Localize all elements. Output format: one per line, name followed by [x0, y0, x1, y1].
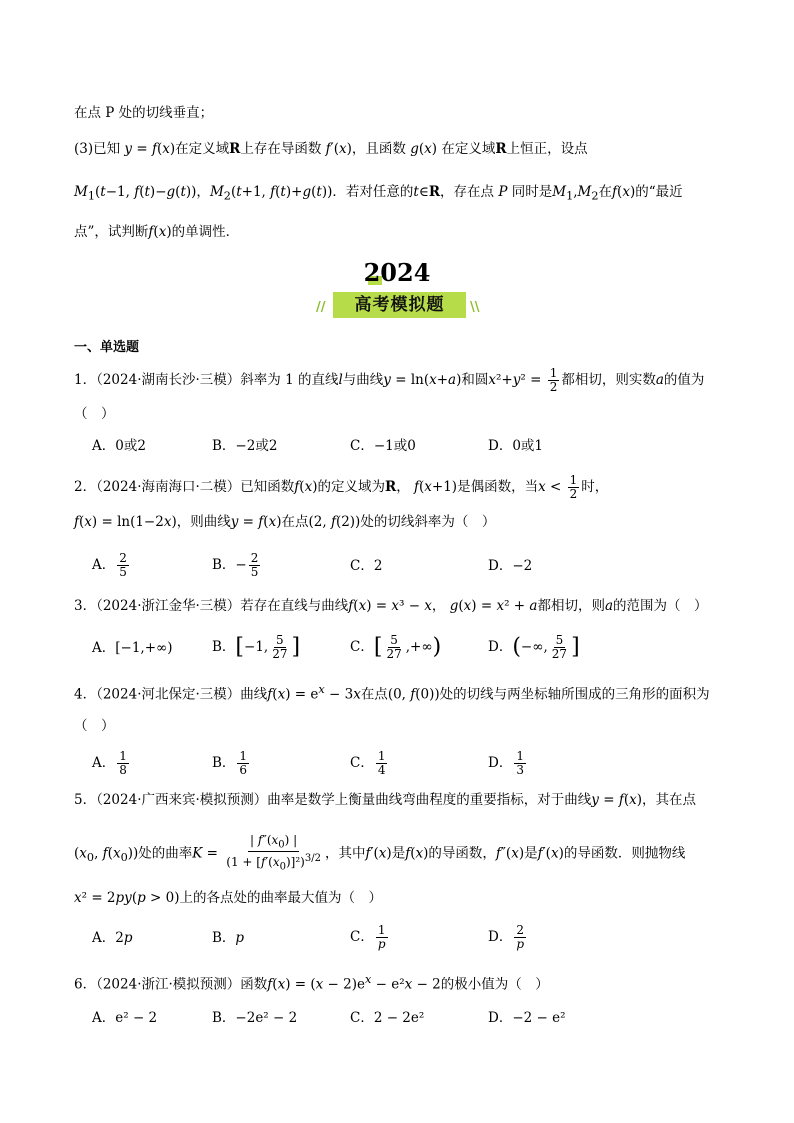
prev-line-1: 在点 P 处的切线垂直； — [74, 105, 214, 121]
q5-line-2: ($x_0$, $f(x_0)$)处的曲率K = $\frac{| f''(x_0) |}{(1 + [f'(x_0)]^2)^{3/2}}$ ，其中f′(x)是f(x)的导函数，f″(x)是f′(x)的导函数．则抛物线 — [74, 833, 686, 873]
q1-option-b[interactable]: B．−2或2 — [212, 438, 278, 454]
q2-line-2: f(x) = ln(1−2x)，则曲线y = f(x)在点(2, f(2))处的切线斜率为（ ） — [74, 514, 496, 530]
q6-option-d[interactable]: D．−2 − e² — [488, 1010, 566, 1026]
prev-line-3: $M_1(t-1$, f(t)−g(t))，$M_2(t+1$, f(t)+g(t))．若对任意的t∈R，存在点 P 同时是$M_1,M_2$在f(x)的“最近 — [74, 184, 683, 203]
q1-option-d[interactable]: D．0或1 — [488, 438, 544, 454]
banner-title: 高考模拟题 — [354, 295, 445, 315]
q1-option-a[interactable]: A．0或2 — [92, 438, 146, 454]
q6-option-b[interactable]: B．−2e² − 2 — [212, 1010, 298, 1026]
q5-option-a[interactable]: A．2p — [92, 930, 133, 946]
q3-option-b[interactable]: B．[−1, $\frac{5}{27}$ ] — [212, 633, 301, 661]
q6-option-a[interactable]: A．e² − 2 — [92, 1010, 158, 1026]
q5-line-3: x² = 2py(p > 0)上的各点处的曲率最大值为（ ） — [74, 890, 382, 906]
banner-right-slashes: \\ — [470, 300, 480, 315]
q6-option-c[interactable]: C．2 − 2e² — [350, 1010, 425, 1026]
q1-stem: 1．（2024·湖南长沙·三模）斜率为 1 的直线l与曲线y = ln(x+a)和圆x²+y² = $\frac{1}{2}$ 都相切，则实数a的值为 — [74, 366, 705, 394]
q3-option-c[interactable]: C．[ $\frac{5}{27}$ ,+∞) — [350, 633, 442, 661]
prev-line-2: (3)已知 y = f(x)在定义域R上存在导函数 f′(x)，且函数 g(x) 在定义域R上恒正，设点 — [74, 141, 588, 157]
section-heading: 一、单选题 — [74, 340, 140, 355]
q4-stem: 4．（2024·河北保定·三模）曲线$f(x) = e^x - 3x$在点(0, f(0))处的切线与两坐标轴所围成的三角形的面积为 — [74, 683, 710, 703]
prev-line-4: 点”，试判断f(x)的单调性． — [74, 224, 240, 240]
q3-option-d[interactable]: D．(−∞, $\frac{5}{27}$ ] — [488, 633, 580, 661]
q5-option-d[interactable]: D． $\frac{2}{p}$ — [488, 923, 525, 951]
q5-stem: 5．（2024·广西来宾·模拟预测）曲率是数学上衡量曲线弯曲程度的重要指标，对于曲线y = f(x)，其在点 — [74, 792, 697, 808]
q4-paren: （ ） — [74, 718, 115, 734]
q2-option-a[interactable]: A． $\frac{2}{5}$ — [92, 551, 127, 579]
q5-option-b[interactable]: B．p — [212, 930, 245, 946]
q6-stem: 6．（2024·浙江·模拟预测）函数$f(x) = (x - 2)e^x - e^2x - 2$的极小值为（ ） — [74, 973, 549, 993]
q4-option-d[interactable]: D． $\frac{1}{3}$ — [488, 749, 524, 777]
q4-option-b[interactable]: B． $\frac{1}{6}$ — [212, 749, 248, 777]
q1-option-c[interactable]: C．−1或0 — [350, 438, 416, 454]
q4-option-a[interactable]: A． $\frac{1}{8}$ — [92, 749, 127, 777]
q3-stem: 3．（2024·浙江金华·三模）若存在直线与曲线f(x) = x³ − x， g(x) = x² + a都相切，则a的范围为（ ） — [74, 598, 708, 614]
q2-option-d[interactable]: D．−2 — [488, 558, 533, 574]
banner-year: 2024 — [363, 258, 431, 287]
q2-option-b[interactable]: B．− $\frac{2}{5}$ — [212, 551, 259, 579]
q1-paren: （ ） — [74, 406, 115, 422]
q2-option-c[interactable]: C．2 — [350, 558, 383, 574]
q5-option-c[interactable]: C． $\frac{1}{p}$ — [350, 923, 386, 951]
q4-option-c[interactable]: C． $\frac{1}{4}$ — [350, 749, 386, 777]
q3-option-a[interactable]: A．[−1,+∞) — [92, 640, 173, 656]
q2-stem: 2．（2024·海南海口·二模）已知函数f(x)的定义域为R， f(x+1)是偶函数，当x < $\frac{1}{2}$ 时， — [74, 473, 609, 501]
banner-left-slashes: // — [316, 300, 326, 315]
